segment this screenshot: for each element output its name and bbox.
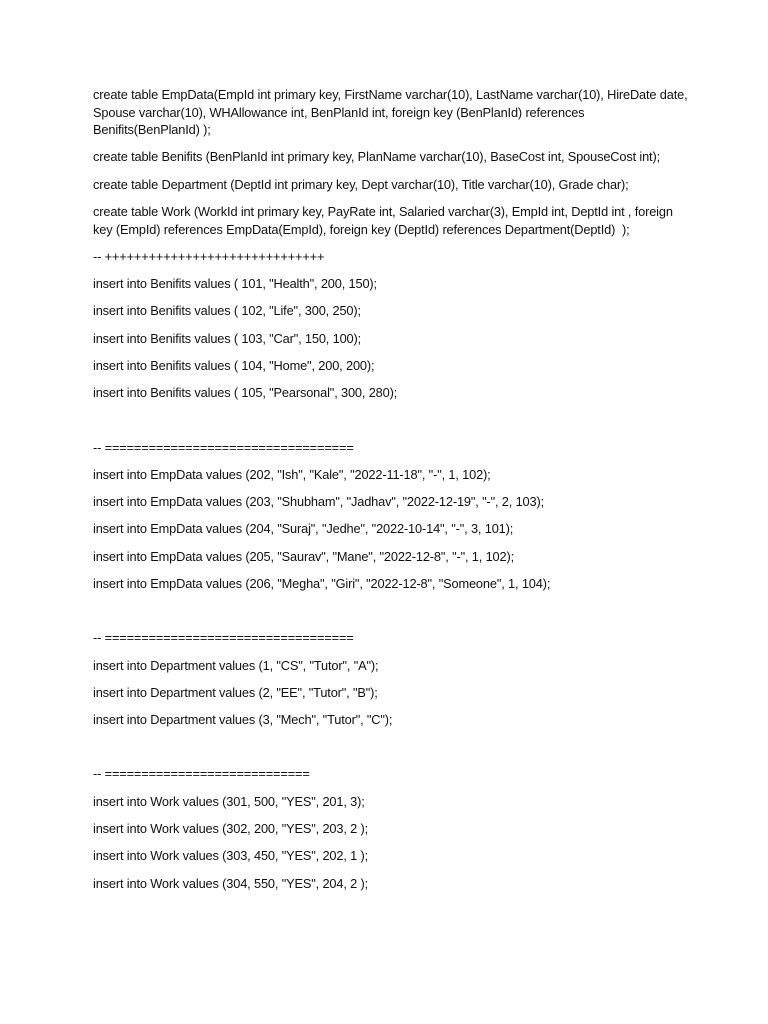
insert-department-3: insert into Department values (3, "Mech", "Tutor", "C"); — [93, 712, 393, 728]
insert-work-301: insert into Work values (301, 500, "YES", 201, 3); — [93, 793, 365, 809]
insert-benifits-105: insert into Benifits values ( 105, "Pearsonal", 300, 280); — [93, 385, 398, 401]
insert-empdata-204: insert into EmpData values (204, "Suraj", "Jedhe", "2022-10-14", "-", 3, 101); — [93, 521, 514, 537]
blank-line — [93, 738, 693, 765]
insert-empdata-205: insert into EmpData values (205, "Saurav", "Mane", "2022-12-8", "-", 1, 102); — [93, 548, 514, 564]
create-table-benifits: create table Benifits (BenPlanId int primary key, PlanName varchar(10), BaseCost int, SpouseCost int); — [93, 149, 660, 165]
create-table-work: create table Work (WorkId int primary key, PayRate int, Salaried varchar(3), EmpId int, DeptId int , foreign key (EmpId) references EmpData(EmpId), foreign key (DeptId) references Department(DeptId) ); — [93, 204, 677, 237]
insert-work-304: insert into Work values (304, 550, "YES", 204, 2 ); — [93, 875, 369, 891]
separator-equals-3: -- ============================ — [93, 766, 310, 782]
insert-empdata-206: insert into EmpData values (206, "Megha", "Giri", "2022-12-8", "Someone", 1, 104); — [93, 576, 551, 591]
insert-work-302: insert into Work values (302, 200, "YES", 203, 2 ); — [93, 820, 369, 836]
insert-department-2: insert into Department values (2, "EE", "Tutor", "B"); — [93, 684, 378, 700]
insert-benifits-103: insert into Benifits values ( 103, "Car", 150, 100); — [93, 330, 362, 346]
insert-benifits-102: insert into Benifits values ( 102, "Life", 300, 250); — [93, 303, 361, 319]
separator-equals-1: -- ================================== — [93, 439, 354, 455]
insert-benifits-104: insert into Benifits values ( 104, "Home", 200, 200); — [93, 358, 375, 374]
document-page — [93, 86, 693, 902]
insert-work-303: insert into Work values (303, 450, "YES", 202, 1 ); — [93, 848, 369, 864]
separator-equals-2: -- ================================== — [93, 630, 354, 646]
insert-benifits-101: insert into Benifits values ( 101, "Health", 200, 150); — [93, 276, 377, 292]
blank-line — [93, 602, 693, 629]
insert-empdata-202: insert into EmpData values (202, "Ish", "Kale", "2022-11-18", "-", 1, 102); — [93, 466, 491, 482]
create-table-empdata: create table EmpData(EmpId int primary key, FirstName varchar(10), LastName varchar(10), HireDate date, Spouse varchar(10), WHAllowance int, BenPlanId int, foreign key (BenPlanId) references Benifits(BenPlanId) ); — [93, 87, 691, 138]
create-table-department: create table Department (DeptId int primary key, Dept varchar(10), Title varchar(10), Grade char); — [93, 176, 629, 192]
separator-plus: -- ++++++++++++++++++++++++++++++ — [93, 248, 325, 264]
insert-empdata-203: insert into EmpData values (203, "Shubham", "Jadhav", "2022-12-19", "-", 2, 103); — [93, 494, 545, 510]
blank-line — [93, 412, 693, 439]
insert-department-1: insert into Department values (1, "CS", "Tutor", "A"); — [93, 657, 379, 673]
